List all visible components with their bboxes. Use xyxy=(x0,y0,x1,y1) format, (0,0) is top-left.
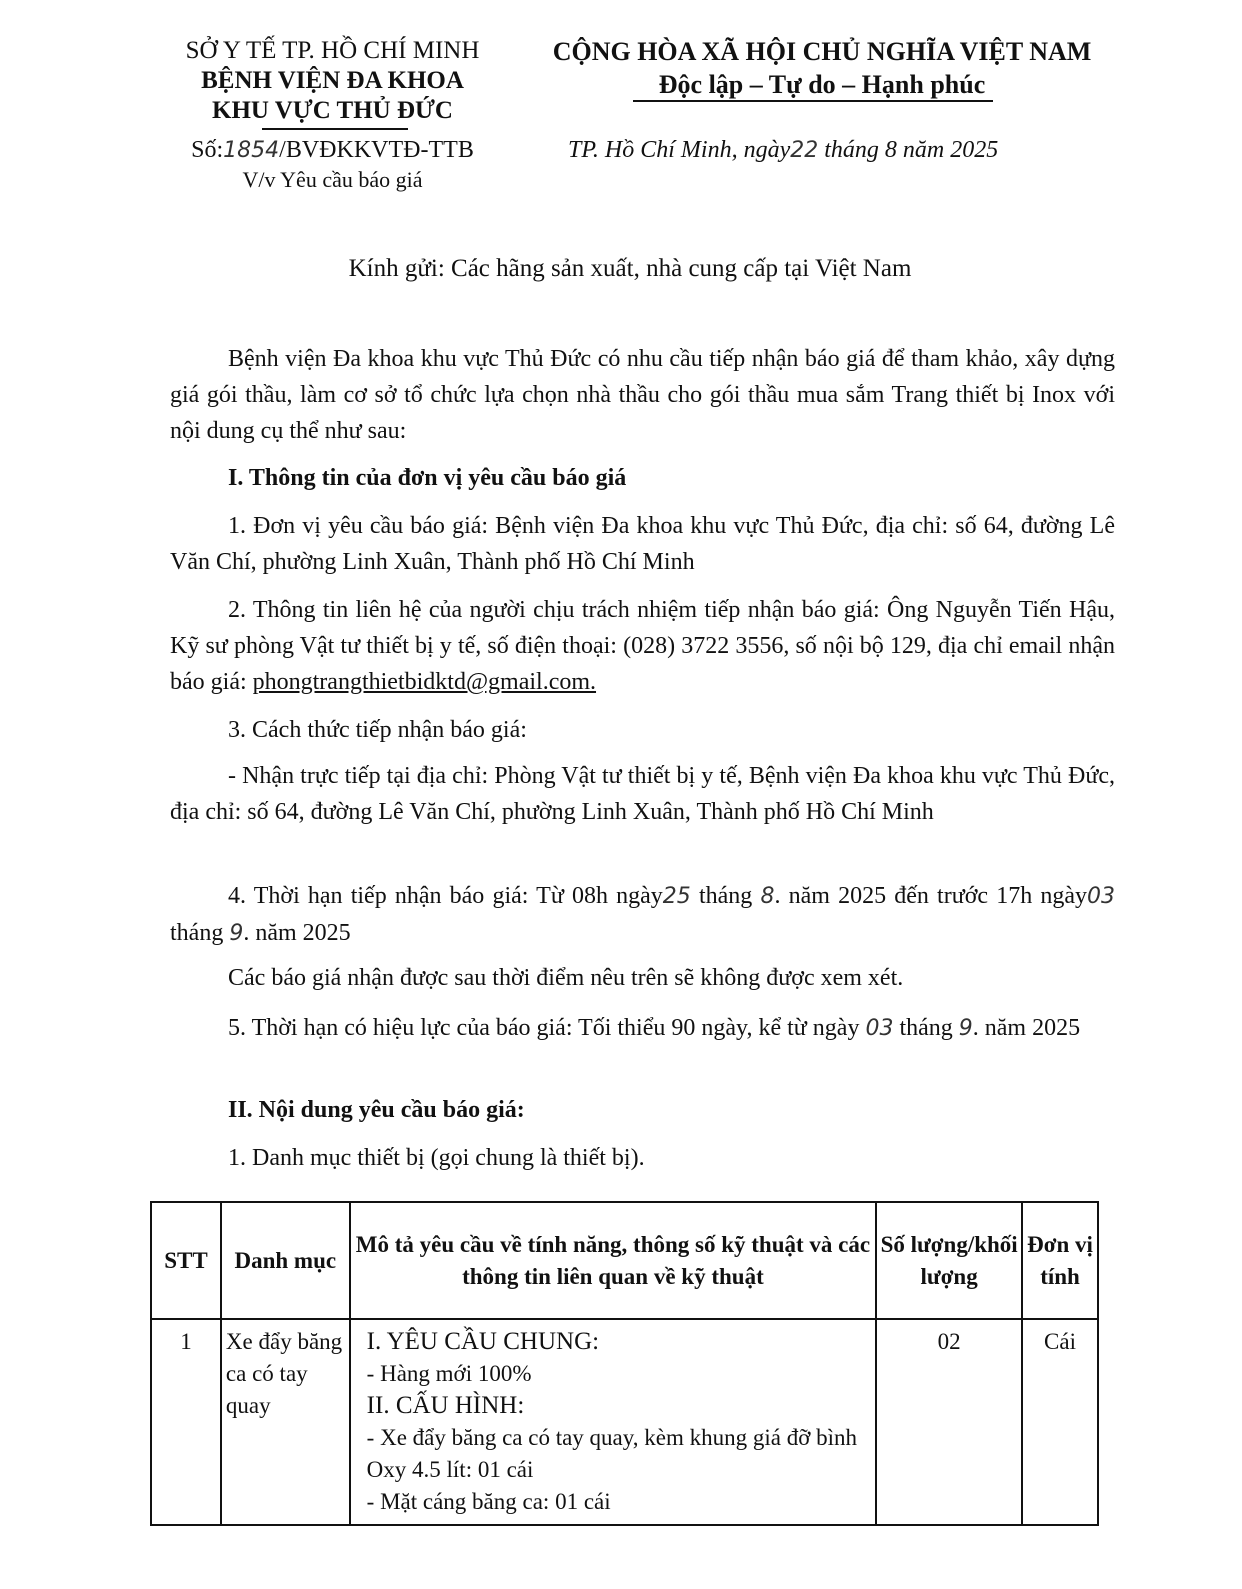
section-1-item-1: 1. Đơn vị yêu cầu báo giá: Bệnh viện Đa khoa khu vực Thủ Đức, địa chỉ: số 64, đường Lê Văn Chí, phường Linh Xuân, Thành phố Hồ Chí Minh xyxy=(170,513,1115,575)
section-1-item-3-detail: - Nhận trực tiếp tại địa chỉ: Phòng Vật tư thiết bị y tế, Bệnh viện Đa khoa khu vực Thủ Đức, địa chỉ: số 64, đường Lê Văn Chí, phường Linh Xuân, Thành phố Hồ Chí Minh xyxy=(170,763,1115,825)
row-category: Xe đẩy băng ca có tay quay xyxy=(221,1319,350,1525)
equipment-table xyxy=(150,1201,1099,1526)
header-category: Danh mục xyxy=(221,1202,350,1319)
row-stt: 1 xyxy=(151,1319,221,1525)
handwritten-start-month: 8 xyxy=(760,884,775,909)
desc-heading-general: I. YÊU CẦU CHUNG: xyxy=(366,1328,600,1355)
section-1-title: I. Thông tin của đơn vị yêu cầu báo giá xyxy=(228,465,627,491)
desc-heading-config: II. CẤU HÌNH: xyxy=(366,1392,525,1419)
desc-item-surface: - Mặt cáng băng ca: 01 cái xyxy=(366,1489,611,1514)
handwritten-validity-month: 9 xyxy=(958,1016,973,1041)
national-motto: Độc lập – Tự do – Hạnh phúc xyxy=(658,70,986,99)
handwritten-validity-day: 03 xyxy=(865,1016,894,1041)
national-title: CỘNG HÒA XÃ HỘI CHỦ NGHĨA VIỆT NAM xyxy=(552,37,1092,66)
section-1-item-4-note: Các báo giá nhận được sau thời điểm nêu trên sẽ không được xem xét. xyxy=(228,965,904,991)
section-1-item-5: 5. Thời hạn có hiệu lực của báo giá: Tối thiểu 90 ngày, kể từ ngày 03 tháng 9. năm 2025 xyxy=(228,1015,1081,1041)
issuer-hospital-line1: BỆNH VIỆN ĐA KHOA xyxy=(201,67,464,94)
header-stt: STT xyxy=(151,1202,221,1319)
section-1-item-3: 3. Cách thức tiếp nhận báo giá: xyxy=(228,717,527,743)
header-quantity: Số lượng/khối lượng xyxy=(876,1202,1022,1319)
contact-email-link[interactable]: phongtrangthietbidktd@gmail.com. xyxy=(252,669,597,695)
section-2-item-1: 1. Danh mục thiết bị (gọi chung là thiết bị). xyxy=(228,1145,645,1171)
row-description xyxy=(350,1319,877,1525)
issuer-hospital-line2: KHU VỰC THỦ ĐỨC xyxy=(212,97,453,124)
desc-item-stretcher: - Xe đẩy băng ca có tay quay, kèm khung giá đỡ bình Oxy 4.5 lít: 01 cái xyxy=(366,1425,858,1482)
issuer-department: SỞ Y TẾ TP. HỒ CHÍ MINH xyxy=(185,37,480,64)
issuer-block xyxy=(160,36,505,126)
recipient-line: Kính gửi: Các hãng sản xuất, nhà cung cấp tại Việt Nam xyxy=(348,255,912,282)
section-1-item-4: 4. Thời hạn tiếp nhận báo giá: Từ 08h ngày25 tháng 8. năm 2025 đến trước 17h ngày03 tháng 9. năm 2025 xyxy=(170,883,1116,946)
row-quantity: 02 xyxy=(876,1319,1022,1525)
section-1-item-2: 2. Thông tin liên hệ của người chịu trách nhiệm tiếp nhận báo giá: Ông Nguyễn Tiến Hậu, Kỹ sư phòng Vật tư thiết bị y tế, số điện thoại: (028) 3722 3556, số nội bộ 129, địa chỉ email nhận báo giá: phongtrangthietbidktd@gmail.com. xyxy=(170,597,1115,695)
handwritten-end-day: 03 xyxy=(1087,884,1116,909)
table-header-row xyxy=(151,1202,1098,1319)
handwritten-number: 1854 xyxy=(223,138,280,163)
handwritten-day: 22 xyxy=(790,138,819,163)
place-date: TP. Hồ Chí Minh, ngày22 tháng 8 năm 2025 xyxy=(568,137,999,163)
handwritten-start-day: 25 xyxy=(662,884,691,909)
header-unit: Đơn vị tính xyxy=(1022,1202,1098,1319)
row-unit: Cái xyxy=(1022,1319,1098,1525)
section-2-title: II. Nội dung yêu cầu báo giá: xyxy=(228,1097,525,1123)
handwritten-end-month: 9 xyxy=(229,921,244,946)
document-number: Số:1854/BVĐKKVTĐ-TTB xyxy=(191,137,474,163)
document-subject: V/v Yêu cầu báo giá xyxy=(242,167,423,192)
issuer-underline xyxy=(262,128,408,130)
desc-item-new: - Hàng mới 100% xyxy=(366,1361,532,1386)
header-description: Mô tả yêu cầu về tính năng, thông số kỹ thuật và các thông tin liên quan về kỹ thuật xyxy=(350,1202,877,1319)
intro-paragraph: Bệnh viện Đa khoa khu vực Thủ Đức có nhu cầu tiếp nhận báo giá để tham khảo, xây dựng giá gói thầu, làm cơ sở tổ chức lựa chọn nhà thầu cho gói thầu mua sắm Trang thiết bị Inox với nội dung cụ thể như sau: xyxy=(170,346,1115,444)
motto-underline xyxy=(633,100,993,102)
table-row xyxy=(151,1319,1098,1525)
